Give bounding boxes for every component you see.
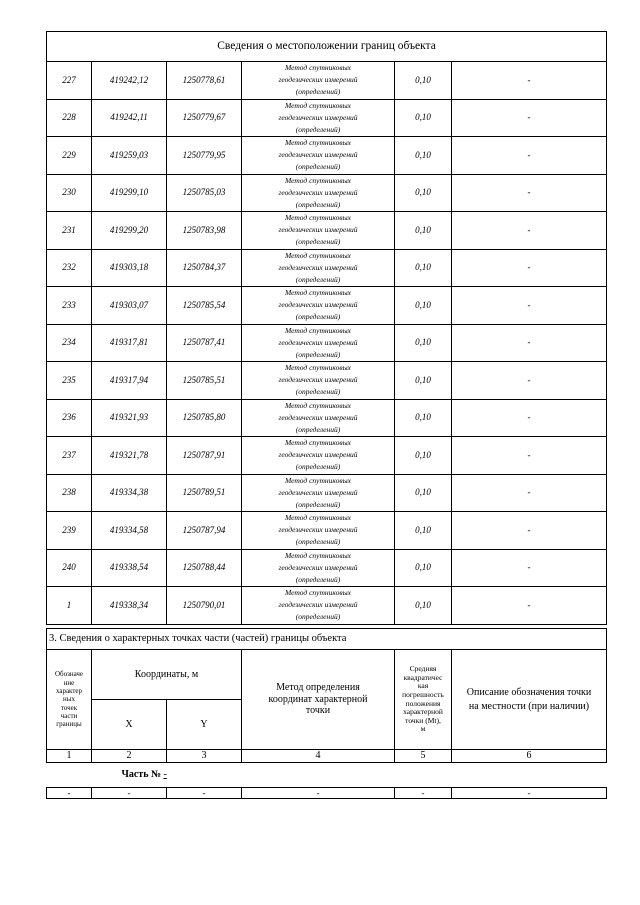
- boundary-points-table: [46, 31, 607, 625]
- table-row: [47, 362, 607, 400]
- point-number-cell: 1: [47, 587, 92, 625]
- description-cell: -: [452, 249, 607, 287]
- y-coordinate-cell: 1250785,51: [167, 362, 242, 400]
- description-cell: -: [452, 324, 607, 362]
- part-boundary-points-table: [46, 628, 607, 799]
- point-number-cell: 231: [47, 212, 92, 250]
- x-coordinate-cell: 419321,78: [92, 437, 167, 475]
- table-row: [47, 549, 607, 587]
- x-coordinate-cell: 419338,34: [92, 587, 167, 625]
- description-cell: -: [452, 174, 607, 212]
- method-cell: Метод спутниковых геодезических измерений (определений): [242, 324, 395, 362]
- point-number-cell: 239: [47, 512, 92, 550]
- empty-cell: -: [242, 788, 395, 799]
- description-cell: -: [452, 399, 607, 437]
- part-value: -: [163, 769, 167, 781]
- table-row: [47, 174, 607, 212]
- table-row: [47, 62, 607, 100]
- point-number-cell: 237: [47, 437, 92, 475]
- table-row: [47, 437, 607, 475]
- y-coordinate-cell: 1250779,67: [167, 99, 242, 137]
- column-number: 3: [167, 750, 242, 763]
- x-coordinate-cell: 419299,20: [92, 212, 167, 250]
- accuracy-cell: 0,10: [395, 362, 452, 400]
- method-header: Метод определения координат характерной точки: [242, 650, 395, 750]
- method-cell: Метод спутниковых геодезических измерений (определений): [242, 62, 395, 100]
- accuracy-cell: 0,10: [395, 62, 452, 100]
- table-row: [47, 474, 607, 512]
- point-number-cell: 229: [47, 137, 92, 175]
- accuracy-cell: 0,10: [395, 324, 452, 362]
- part-label: Часть №: [121, 769, 162, 781]
- y-coordinate-cell: 1250785,54: [167, 287, 242, 325]
- point-number-cell: 236: [47, 399, 92, 437]
- accuracy-cell: 0,10: [395, 137, 452, 175]
- description-cell: -: [452, 212, 607, 250]
- table-row: [47, 399, 607, 437]
- accuracy-header: Средняя квадратичес кая погрешность положения характерной точки (Mt), м: [395, 650, 452, 750]
- x-coordinate-cell: 419334,38: [92, 474, 167, 512]
- accuracy-cell: 0,10: [395, 549, 452, 587]
- y-coordinate-cell: 1250790,01: [167, 587, 242, 625]
- method-cell: Метод спутниковых геодезических измерений (определений): [242, 437, 395, 475]
- method-cell: Метод спутниковых геодезических измерений (определений): [242, 174, 395, 212]
- empty-cell: -: [452, 788, 607, 799]
- description-cell: -: [452, 287, 607, 325]
- method-cell: Метод спутниковых геодезических измерений (определений): [242, 212, 395, 250]
- column-number: 4: [242, 750, 395, 763]
- column-number: 1: [47, 750, 92, 763]
- accuracy-cell: 0,10: [395, 212, 452, 250]
- x-coordinate-cell: 419334,58: [92, 512, 167, 550]
- empty-cell: -: [167, 788, 242, 799]
- x-coordinate-cell: 419242,12: [92, 62, 167, 100]
- description-cell: -: [452, 137, 607, 175]
- accuracy-cell: 0,10: [395, 174, 452, 212]
- point-number-cell: 232: [47, 249, 92, 287]
- description-cell: -: [452, 474, 607, 512]
- y-coordinate-cell: 1250789,51: [167, 474, 242, 512]
- x-coordinate-cell: 419317,81: [92, 324, 167, 362]
- section-title: 3. Сведения о характерных точках части (частей) границы объекта: [47, 629, 607, 650]
- point-number-cell: 238: [47, 474, 92, 512]
- point-number-cell: 240: [47, 549, 92, 587]
- y-coordinate-cell: 1250788,44: [167, 549, 242, 587]
- x-coordinate-cell: 419338,54: [92, 549, 167, 587]
- method-cell: Метод спутниковых геодезических измерений (определений): [242, 137, 395, 175]
- y-coordinate-cell: 1250787,94: [167, 512, 242, 550]
- part-row: [47, 763, 607, 788]
- table-title: Сведения о местоположении границ объекта: [47, 32, 607, 62]
- x-coordinate-cell: 419299,10: [92, 174, 167, 212]
- point-number-cell: 228: [47, 99, 92, 137]
- method-cell: Метод спутниковых геодезических измерений (определений): [242, 287, 395, 325]
- description-header: Описание обозначения точки на местности (при наличии): [452, 650, 607, 750]
- accuracy-cell: 0,10: [395, 474, 452, 512]
- y-coordinate-cell: 1250787,91: [167, 437, 242, 475]
- x-header: X: [92, 700, 167, 750]
- table-row: [47, 512, 607, 550]
- method-cell: Метод спутниковых геодезических измерений (определений): [242, 587, 395, 625]
- description-cell: -: [452, 437, 607, 475]
- y-coordinate-cell: 1250785,03: [167, 174, 242, 212]
- y-coordinate-cell: 1250778,61: [167, 62, 242, 100]
- description-cell: -: [452, 512, 607, 550]
- empty-cell: -: [92, 788, 167, 799]
- table-row: [47, 587, 607, 625]
- method-cell: Метод спутниковых геодезических измерений (определений): [242, 399, 395, 437]
- y-coordinate-cell: 1250785,80: [167, 399, 242, 437]
- description-cell: -: [452, 549, 607, 587]
- point-number-cell: 233: [47, 287, 92, 325]
- point-number-cell: 230: [47, 174, 92, 212]
- coordinates-header: Координаты, м: [92, 650, 242, 700]
- method-cell: Метод спутниковых геодезических измерений (определений): [242, 549, 395, 587]
- table-row: [47, 137, 607, 175]
- method-cell: Метод спутниковых геодезических измерений (определений): [242, 99, 395, 137]
- x-coordinate-cell: 419317,94: [92, 362, 167, 400]
- accuracy-cell: 0,10: [395, 512, 452, 550]
- point-number-cell: 227: [47, 62, 92, 100]
- x-coordinate-cell: 419321,93: [92, 399, 167, 437]
- method-cell: Метод спутниковых геодезических измерений (определений): [242, 249, 395, 287]
- designation-header: Обозначе ние характер ных точек части границы: [47, 650, 92, 750]
- y-header: Y: [167, 700, 242, 750]
- point-number-cell: 234: [47, 324, 92, 362]
- x-coordinate-cell: 419259,03: [92, 137, 167, 175]
- method-cell: Метод спутниковых геодезических измерений (определений): [242, 512, 395, 550]
- column-number: 6: [452, 750, 607, 763]
- column-number: 2: [92, 750, 167, 763]
- x-coordinate-cell: 419303,07: [92, 287, 167, 325]
- table-row: [47, 287, 607, 325]
- column-number: 5: [395, 750, 452, 763]
- x-coordinate-cell: 419242,11: [92, 99, 167, 137]
- accuracy-cell: 0,10: [395, 249, 452, 287]
- y-coordinate-cell: 1250783,98: [167, 212, 242, 250]
- accuracy-cell: 0,10: [395, 99, 452, 137]
- table-row: [47, 212, 607, 250]
- empty-cell: -: [47, 788, 92, 799]
- table-row: [47, 249, 607, 287]
- accuracy-cell: 0,10: [395, 587, 452, 625]
- method-cell: Метод спутниковых геодезических измерений (определений): [242, 474, 395, 512]
- accuracy-cell: 0,10: [395, 287, 452, 325]
- description-cell: -: [452, 99, 607, 137]
- description-cell: -: [452, 587, 607, 625]
- y-coordinate-cell: 1250787,41: [167, 324, 242, 362]
- accuracy-cell: 0,10: [395, 399, 452, 437]
- point-number-cell: 235: [47, 362, 92, 400]
- accuracy-cell: 0,10: [395, 437, 452, 475]
- y-coordinate-cell: 1250784,37: [167, 249, 242, 287]
- x-coordinate-cell: 419303,18: [92, 249, 167, 287]
- description-cell: -: [452, 62, 607, 100]
- method-cell: Метод спутниковых геодезических измерений (определений): [242, 362, 395, 400]
- empty-cell: -: [395, 788, 452, 799]
- y-coordinate-cell: 1250779,95: [167, 137, 242, 175]
- description-cell: -: [452, 362, 607, 400]
- table-row: [47, 99, 607, 137]
- table-row: [47, 324, 607, 362]
